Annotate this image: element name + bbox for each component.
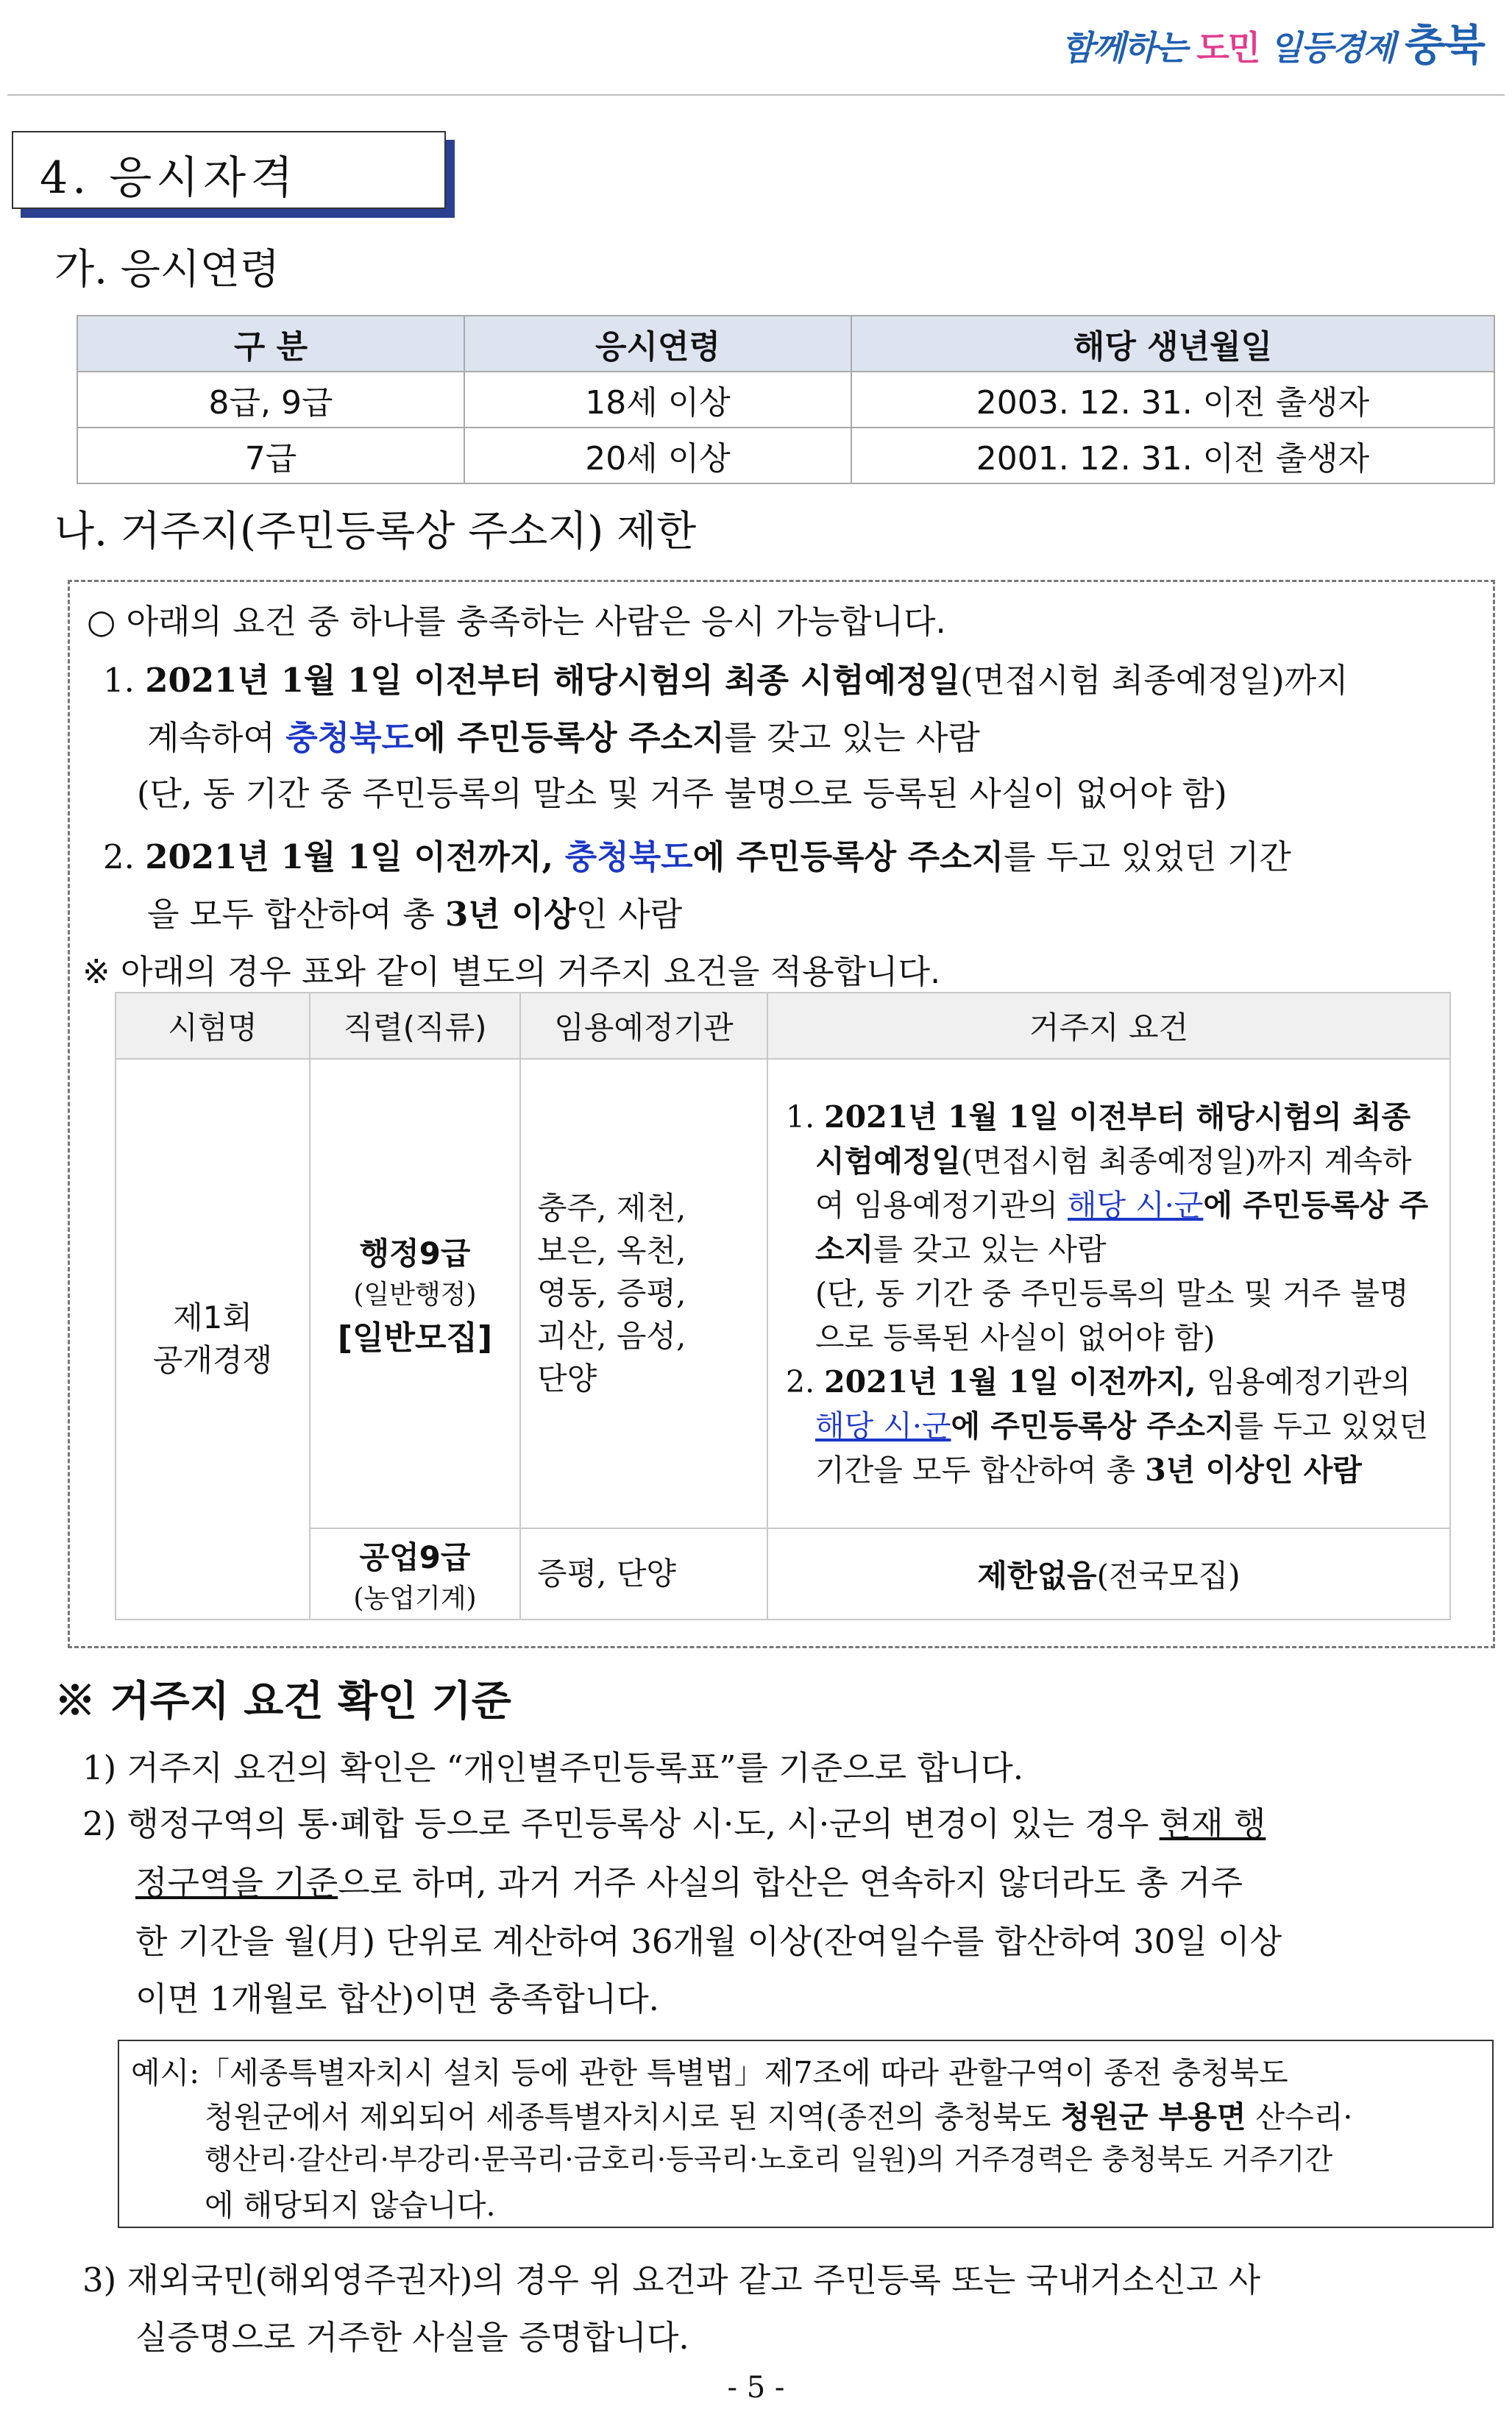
section-title-box xyxy=(12,131,446,209)
column-header: 해당 생년월일 xyxy=(851,316,1494,372)
age-heading: 가. 응시연령 xyxy=(54,246,280,294)
condition-2-line-2: 을 모두 합산하여 총 3년 이상인 사람 xyxy=(147,895,683,934)
table-row xyxy=(116,1528,1450,1620)
recruit-type: [일반모집] xyxy=(337,1319,493,1357)
special-residence-table xyxy=(115,992,1451,1620)
job-series-cell xyxy=(310,1528,520,1620)
residence-note: ※ 아래의 경우 표와 같이 별도의 거주지 요건을 적용합니다. xyxy=(82,952,941,991)
residence-requirement: 제한없음(전국모집) xyxy=(767,1528,1450,1620)
table-cell: 2001. 12. 31. 이전 출생자 xyxy=(851,428,1494,483)
exam-name: 제1회 공개경쟁 xyxy=(116,1059,310,1620)
table-header-row xyxy=(77,316,1494,372)
example-line-2: 청원군에서 제외되어 세종특별자치시로 된 지역(종전의 충청북도 청원군 부용면 산수리· xyxy=(205,2099,1353,2135)
requirement-1: 1. 2021년 1월 1일 이전부터 해당시험의 최종 시험예정일(면접시험 최종예정일)까지 계속하여 임용예정기관의 해당 시·군에 주민등록상 주소지를 갖고 있는 사람 xyxy=(786,1099,1429,1267)
table-cell: 8급, 9급 xyxy=(77,372,464,428)
column-header: 시험명 xyxy=(116,993,310,1059)
page-number: - 5 - xyxy=(727,2371,785,2405)
column-header: 임용예정기관 xyxy=(520,993,767,1059)
condition-1-line-1: 1. 2021년 1월 1일 이전부터 해당시험의 최종 시험예정일(면접시험 최종예정일)까지 xyxy=(103,661,1349,700)
table-cell: 7급 xyxy=(77,428,464,483)
criteria-2-line-2: 정구역을 기준으로 하며, 과거 거주 사실의 합산은 연속하지 않더라도 총 거주 xyxy=(135,1863,1243,1902)
residence-requirement xyxy=(767,1059,1450,1528)
job-subtitle: (일반행정) xyxy=(353,1279,477,1310)
table-cell: 18세 이상 xyxy=(464,372,851,428)
residence-intro: ○ 아래의 요건 중 하나를 충족하는 사람은 응시 가능합니다. xyxy=(87,602,946,641)
residence-heading: 나. 거주지(주민등록상 주소지) 제한 xyxy=(54,508,697,556)
example-line-4: 에 해당되지 않습니다. xyxy=(205,2188,496,2223)
example-line-1: 예시:「세종특별자치시 설치 등에 관한 특별법」제7조에 따라 관할구역이 종전 충청북도 xyxy=(131,2055,1288,2090)
job-title: 공업9급 xyxy=(359,1539,471,1575)
job-series-cell xyxy=(310,1059,520,1528)
criteria-3-line-1: 3) 재외국민(해외영주권자)의 경우 위 요건과 같고 주민등록 또는 국내거소신고 사 xyxy=(82,2260,1261,2299)
criteria-2-line-1: 2) 행정구역의 통·폐합 등으로 주민등록상 시·도, 시·군의 변경이 있는 경우 현재 행 xyxy=(82,1804,1266,1843)
header-divider xyxy=(7,94,1505,96)
criteria-1: 1) 거주지 요건의 확인은 “개인별주민등록표”를 기준으로 합니다. xyxy=(82,1748,1024,1787)
table-row xyxy=(116,1059,1450,1528)
column-header: 응시연령 xyxy=(464,316,851,372)
age-table xyxy=(77,315,1495,484)
column-header: 직렬(직류) xyxy=(310,993,520,1059)
table-header-row xyxy=(116,993,1450,1059)
condition-1-line-2: 계속하여 충청북도에 주민등록상 주소지를 갖고 있는 사람 xyxy=(147,718,980,757)
table-cell: 20세 이상 xyxy=(464,428,851,483)
table-cell: 2003. 12. 31. 이전 출생자 xyxy=(851,372,1494,428)
column-header: 구 분 xyxy=(77,316,464,372)
table-row xyxy=(77,428,1494,483)
column-header: 거주지 요건 xyxy=(767,993,1450,1059)
criteria-heading: ※ 거주지 요건 확인 기준 xyxy=(54,1677,511,1725)
table-row xyxy=(77,372,1494,428)
requirement-2: 2. 2021년 1월 1일 이전까지, 임용예정기관의 해당 시·군에 주민등록상 주소지를 두고 있었던 기간을 모두 합산하여 총 3년 이상인 사람 xyxy=(786,1364,1429,1488)
appointing-org: 충주, 제천, 보은, 옥천, 영동, 증평, 괴산, 음성, 단양 xyxy=(520,1059,767,1528)
criteria-2-line-4: 이면 1개월로 합산)이면 충족합니다. xyxy=(135,1979,659,2018)
criteria-3-line-2: 실증명으로 거주한 사실을 증명합니다. xyxy=(135,2318,689,2357)
slogan-logo: 함께하는 도민 일등경제 충북 xyxy=(1061,20,1484,70)
criteria-2-line-3: 한 기간을 월(月) 단위로 계산하여 36개월 이상(잔여일수를 합산하여 30일 이상 xyxy=(135,1922,1282,1961)
section-title: 4. 응시자격 xyxy=(40,152,298,204)
requirement-1-note: (단, 동 기간 중 주민등록의 말소 및 거주 불명으로 등록된 사실이 없어야 함) xyxy=(815,1276,1409,1355)
appointing-org: 증평, 단양 xyxy=(520,1528,767,1620)
example-line-3: 행산리·갈산리·부강리·문곡리·금호리·등곡리·노호리 일원)의 거주경력은 충청북도 거주기간 xyxy=(205,2143,1333,2177)
condition-2-line-1: 2. 2021년 1월 1일 이전까지, 충청북도에 주민등록상 주소지를 두고 있었던 기간 xyxy=(103,837,1291,876)
condition-1-note: (단, 동 기간 중 주민등록의 말소 및 거주 불명으로 등록된 사실이 없어야 함) xyxy=(137,774,1227,813)
job-title: 행정9급 xyxy=(359,1235,471,1271)
job-subtitle: (농업기계) xyxy=(353,1583,477,1614)
